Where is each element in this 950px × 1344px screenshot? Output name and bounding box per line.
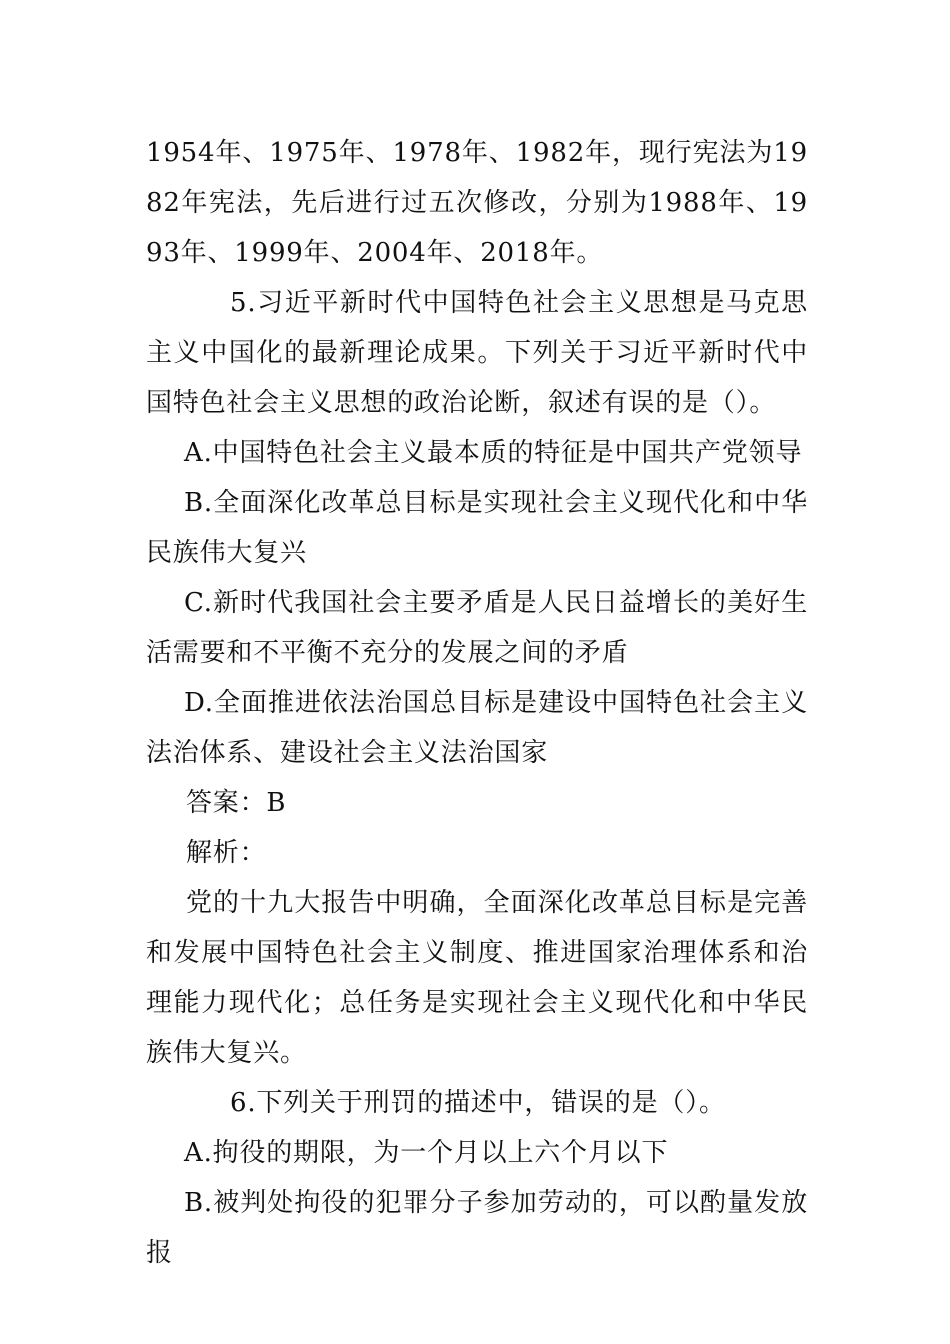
question-5-option-d: D.全面推进依法治国总目标是建设中国特色社会主义法治体系、建设社会主义法治国家 bbox=[146, 688, 808, 768]
question-5-analysis-label: 解析： bbox=[186, 838, 267, 868]
question-5-stem: 5.习近平新时代中国特色社会主义思想是马克思主义中国化的最新理论成果。下列关于习近平新时代中国特色社会主义思想的政治论断，叙述有误的是（）。 bbox=[146, 288, 808, 418]
question-5-analysis: 党的十九大报告中明确，全面深化改革总目标是完善和发展中国特色社会主义制度、推进国家治理体系和治理能力现代化；总任务是实现社会主义现代化和中华民族伟大复兴。 bbox=[146, 888, 808, 1068]
document-content bbox=[146, 128, 808, 1278]
question-6-option-b: B.被判处拘役的犯罪分子参加劳动的，可以酌量发放报 bbox=[146, 1188, 808, 1268]
question-5-option-c: C.新时代我国社会主要矛盾是人民日益增长的美好生活需要和不平衡不充分的发展之间的矛盾 bbox=[146, 588, 808, 668]
question-5-option-a: A.中国特色社会主义最本质的特征是中国共产党领导 bbox=[184, 438, 803, 468]
question-5-answer: 答案：B bbox=[186, 788, 287, 818]
question-6-stem: 6.下列关于刑罚的描述中，错误的是（）。 bbox=[230, 1088, 726, 1118]
question-6-option-a: A.拘役的期限，为一个月以上六个月以下 bbox=[184, 1138, 669, 1168]
question-5-option-b: B.全面深化改革总目标是实现社会主义现代化和中华民族伟大复兴 bbox=[146, 488, 808, 568]
paragraph-constitution-amendments: 1954年、1975年、1978年、1982年，现行宪法为1982年宪法，先后进行过五次修改，分别为1988年、1993年、1999年、2004年、2018年。 bbox=[146, 138, 808, 268]
